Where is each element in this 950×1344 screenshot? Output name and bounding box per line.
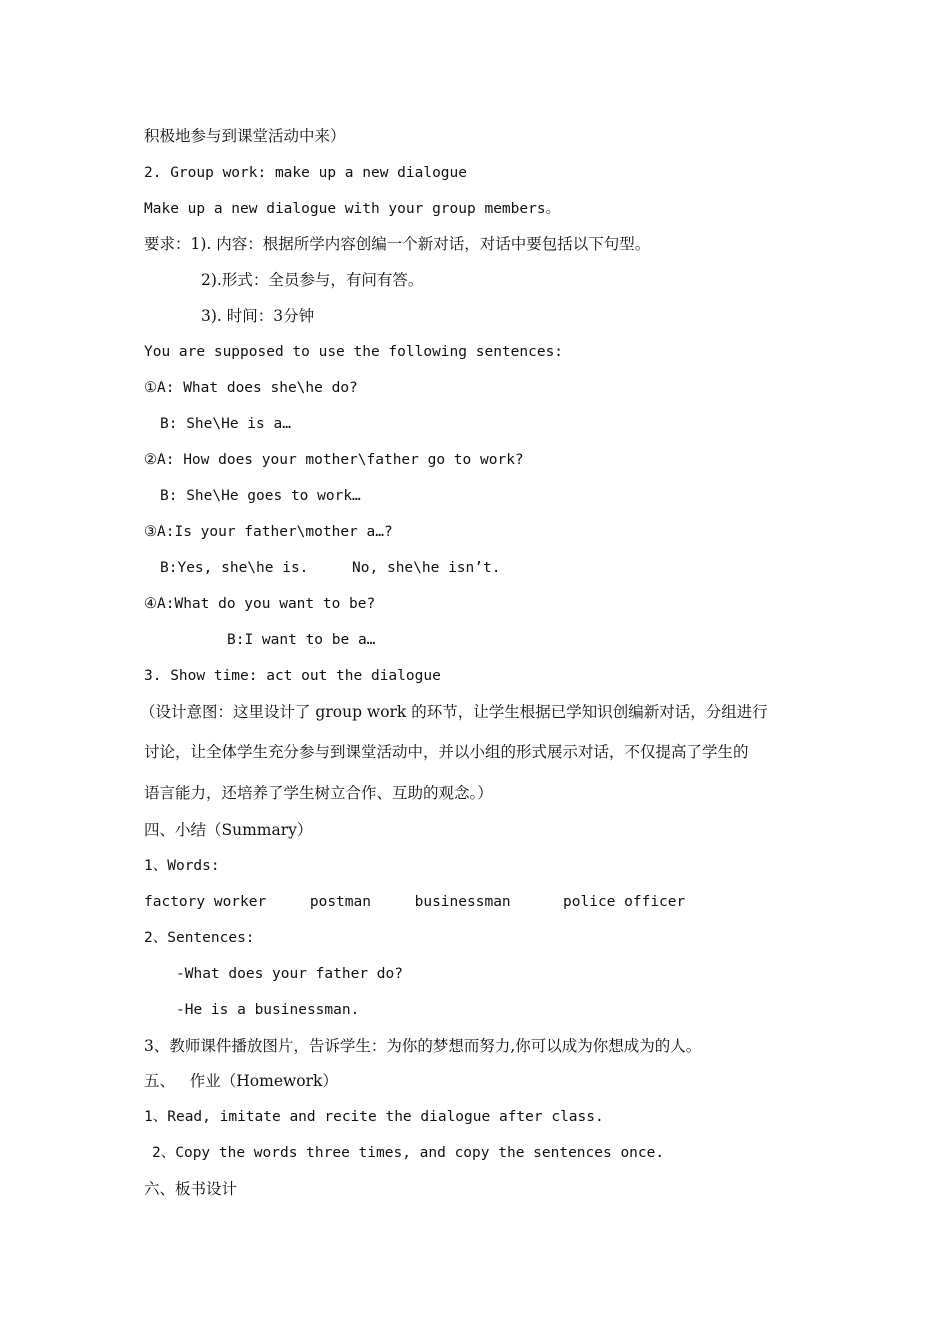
text-line: 3、教师课件播放图片，告诉学生：为你的梦想而努力,你可以成为你想成为的人。 (144, 1037, 702, 1055)
requirement-line: 3). 时间：3分钟 (201, 307, 315, 325)
dialogue-line: ④A:What do you want to be? (144, 596, 376, 612)
design-intent-line: 语言能力，还培养了学生树立合作、互助的观念。） (144, 784, 493, 802)
dialogue-line: B:Yes, she\he is. No, she\he isn’t. (160, 560, 501, 576)
requirement-line: 要求：1). 内容：根据所学内容创编一个新对话，对话中要包括以下句型。 (144, 235, 651, 253)
requirement-line: 2).形式：全员参与，有问有答。 (201, 271, 424, 289)
section-heading: 3. Show time: act out the dialogue (144, 668, 441, 684)
homework-line: 2、Copy the words three times, and copy the sentences once. (152, 1145, 665, 1161)
text-line: Make up a new dialogue with your group members。 (144, 201, 561, 217)
dialogue-line: ③A:Is your father\mother a…? (144, 524, 393, 540)
dialogue-line: B: She\He is a… (160, 416, 291, 432)
dialogue-line: ①A: What does she\he do? (144, 380, 358, 396)
design-intent-line: （设计意图：这里设计了 group work 的环节，让学生根据已学知识创编新对话，分组进行 (140, 703, 768, 721)
text-line: You are supposed to use the following sentences: (144, 344, 564, 360)
homework-line: 1、Read, imitate and recite the dialogue after class. (144, 1109, 604, 1125)
sentence-line: -He is a businessman. (176, 1002, 360, 1018)
dialogue-line: ②A: How does your mother\father go to work? (144, 452, 524, 468)
text-line: 积极地参与到课堂活动中来） (144, 127, 346, 145)
dialogue-line: B:I want to be a… (227, 632, 376, 648)
text-line: 2、Sentences: (144, 930, 255, 946)
section-heading: 四、小结（Summary） (144, 821, 313, 839)
sentence-line: -What does your father do? (176, 966, 403, 982)
design-intent-line: 讨论，让全体学生充分参与到课堂活动中，并以小组的形式展示对话，不仅提高了学生的 (144, 743, 749, 761)
section-heading: 2. Group work: make up a new dialogue (144, 165, 468, 181)
dialogue-line: B: She\He goes to work… (160, 488, 361, 504)
text-line: 1、Words: (144, 858, 220, 874)
words-list: factory worker postman businessman police officer (144, 894, 686, 910)
section-heading: 六、板书设计 (144, 1180, 238, 1198)
section-heading: 五、 作业（Homework） (144, 1072, 338, 1090)
